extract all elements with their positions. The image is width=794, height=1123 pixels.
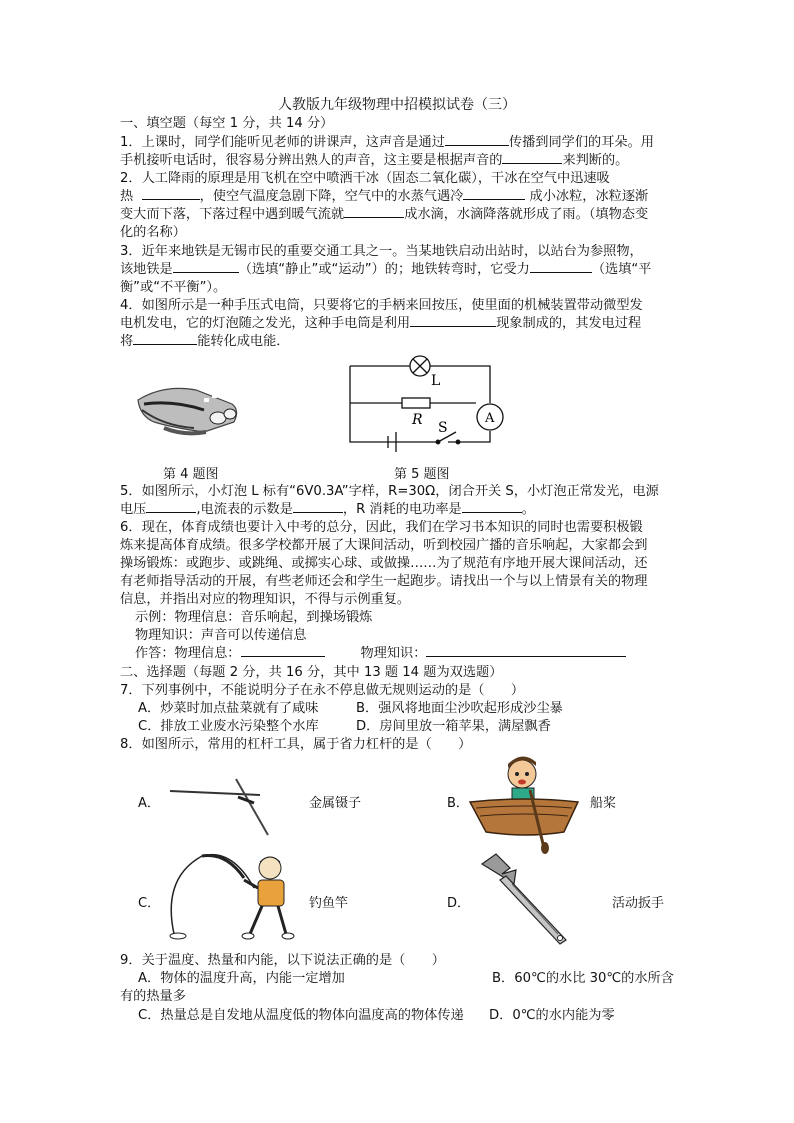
q1-line-1: 1．上课时，同学们能听见老师的讲课声，这声音是通过 传播到同学们的耳朵。用 [120,135,654,150]
q1-blank-2[interactable] [502,151,562,164]
q4-line-2: 电机发电，它的灯泡随之发光，这种手电筒是利用 现象制成的，其发电过程 [120,316,642,331]
switch-label: S [438,420,448,436]
q1-line-2: 手机接听电话时，很容易分辨出熟人的声音，这主要是根据声音的 来判断的。 [120,153,629,168]
lamp-label: L [431,373,441,389]
q8-option-d-name: 活动扳手 [612,896,665,911]
q9-option-d[interactable]: D．0℃的水内能为零 [489,1008,615,1023]
resistor-icon [402,398,430,408]
q9-option-a[interactable]: A．物体的温度升高，内能一定增加 [138,971,345,986]
q3-line-3: 衡”或“不平衡”）。 [120,280,227,295]
q6-answer-knowledge-blank[interactable] [426,644,626,657]
wrench-icon [480,850,572,946]
q2-line-4: 化的名称） [120,225,186,240]
q7-option-a[interactable]: A．炒菜时加点盐菜就有了咸味 [138,701,319,716]
q9-option-b-continued: 有的热量多 [120,989,186,1004]
page-title: 人教版九年级物理中招模拟试卷（三） [278,97,516,113]
q1-blank-1[interactable] [445,133,509,146]
q2-blank-1[interactable] [142,187,200,200]
q6-example-info: 示例：物理信息：音乐响起，到操场锻炼 [135,610,373,625]
ammeter-label: A [485,411,495,426]
q5-line-1: 5．如图所示，小灯泡 L 标有“6V0.3A”字样，R=30Ω，闭合开关 S，小灯泡正常发光，电源 [120,484,659,499]
q4-flashlight-figure [134,370,244,450]
q9-option-c[interactable]: C．热量总是自发地从温度低的物体向温度高的物体传递 [138,1008,464,1023]
q5-line-2: 电压 ,电流表的示数是 ，R 消耗的电功率是 。 [120,502,535,517]
q4-line-1: 4．如图所示是一种手压式电筒，只要将它的手柄来回按压，使里面的机械装置带动微型发 [120,298,643,313]
q7-option-b[interactable]: B．强风将地面尘沙吹起形成沙尘暴 [356,701,563,716]
q3-line-2: 该地铁是 （选填“静止”或“运动”）的；地铁转弯时，它受力 （选填“平 [120,262,652,277]
q8-option-a-label[interactable]: A． [138,796,160,811]
q3-blank-2[interactable] [530,260,592,273]
q4-line-3: 将 能转化成电能． [120,334,290,349]
q5-blank-3[interactable] [462,500,522,513]
q6-line-1: 6．现在，体育成绩也要计入中考的总分，因此，我们在学习书本知识的同时也需要积极锻 [120,520,643,535]
section-1-heading: 一、填空题（每空 1 分，共 14 分） [120,116,334,131]
q6-example-knowledge: 物理知识：声音可以传递信息 [135,628,307,643]
q5-blank-2[interactable] [293,500,343,513]
q8-option-b-name: 船桨 [590,796,617,811]
q8-option-b-label[interactable]: B． [447,796,469,811]
resistor-label: R [412,412,423,428]
q7-option-d[interactable]: D．房间里放一箱苹果，满屋飘香 [356,719,551,734]
q8-option-c-name: 钓鱼竿 [309,896,349,911]
q2-line-1: 2．人工降雨的原理是用飞机在空中喷洒干冰（固态二氧化碳），干冰在空气中迅速吸 [120,171,610,186]
q5-blank-1[interactable] [146,500,196,513]
q2-line-2: 热 ，使空气温度急剧下降，空气中的水蒸气遇冷 成小冰粒，冰粒逐渐 [120,189,649,204]
q3-blank-1[interactable] [173,260,239,273]
q4-blank-2[interactable] [133,332,197,345]
section-2-heading: 二、选择题（每题 2 分，共 16 分，其中 13 题 14 题为双选题） [120,665,503,680]
q5-circuit-diagram [340,352,500,452]
q2-blank-2[interactable] [463,187,525,200]
q6-line-3: 操场锻炼：或跑步、或跳绳、或掷实心球、或做操……为了规范有序地开展大课间活动，还 [120,556,648,571]
q6-answer-line: 作答：物理信息： 物理知识： [135,644,626,663]
figure-4-caption: 第 4 题图 [163,467,219,482]
q8-option-a-name: 金属镊子 [309,796,362,811]
q6-answer-info-blank[interactable] [241,644,325,657]
tweezers-icon [168,775,278,840]
q8-option-d-label[interactable]: D． [447,896,471,911]
q9-stem: 9．关于温度、热量和内能，以下说法正确的是（ ） [120,953,445,968]
figure-5-caption: 第 5 题图 [394,467,450,482]
q7-option-c[interactable]: C．排放工业废水污染整个水库 [138,719,319,734]
q7-stem: 7．下列事例中，不能说明分子在永不停息做无规则运动的是（ ） [120,683,525,698]
q9-option-b[interactable]: B．60℃的水比 30℃的水所含 [492,971,674,986]
q2-line-3: 变大而下落，下落过程中遇到暖气流就 成水滴，水滴降落就形成了雨。（填物态变 [120,207,649,222]
q8-stem: 8．如图所示，常用的杠杆工具，属于省力杠杆的是（ ） [120,737,472,752]
q2-blank-3[interactable] [344,205,404,218]
fishing-rod-icon [162,848,302,944]
q6-line-2: 炼来提高体育成绩。很多学校都开展了大课间活动，听到校园广播的音乐响起，大家都会到 [120,538,648,553]
q6-line-5: 信息，并指出对应的物理知识，不得与示例重复。 [120,592,411,607]
q4-blank-1[interactable] [410,314,496,327]
q8-option-c-label[interactable]: C． [138,896,161,911]
q3-line-1: 3．近年来地铁是无锡市民的重要交通工具之一。当某地铁启动出站时，以站台为参照物， [120,244,643,259]
q6-line-4: 有老师指导活动的开展，有些老师还会和学生一起跑步。请找出一个与以上情景有关的物理 [120,574,648,589]
rowing-boat-icon [470,752,582,852]
